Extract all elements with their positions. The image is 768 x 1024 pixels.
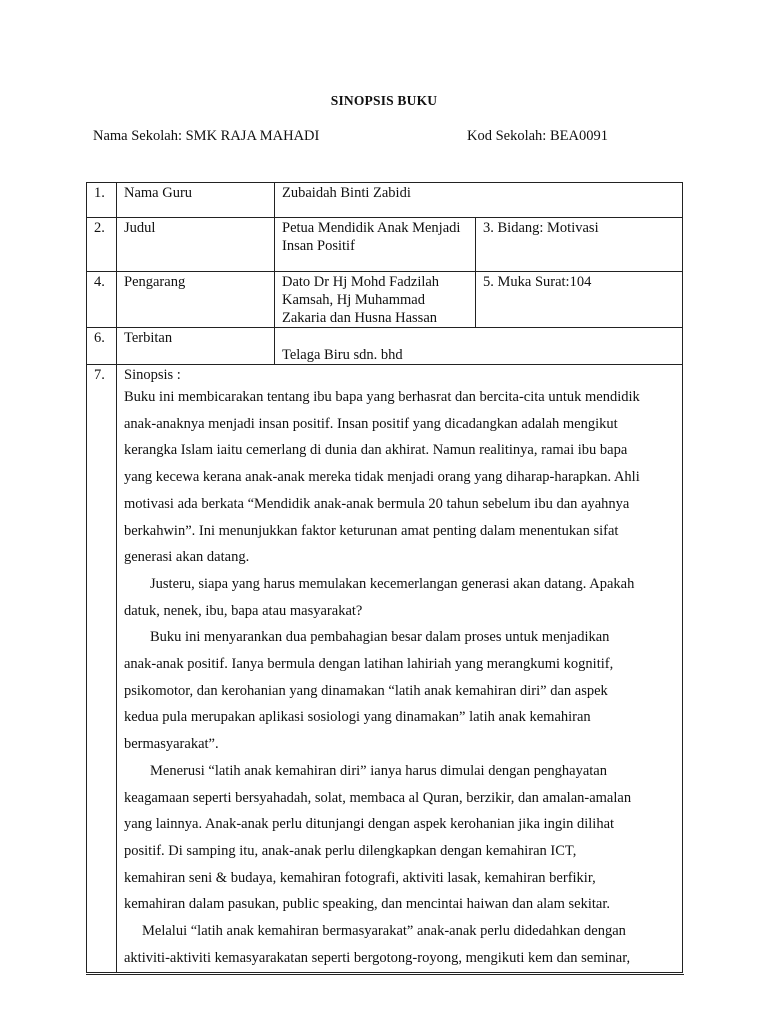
text-line: kedua pula merupakan aplikasi sosiologi yang dinamakan” latih anak kemahiran (124, 709, 591, 726)
text-line: kemahiran seni & budaya, kemahiran fotografi, aktiviti lasak, kemahiran berfikir, (124, 869, 596, 886)
row-title (87, 218, 683, 272)
row-teacher-name (87, 183, 683, 218)
text-line: Buku ini membicarakan tentang ibu bapa yang berhasrat dan bercita-cita untuk mendidik (124, 389, 640, 405)
text-line: yang lainnya. Anak-anak perlu ditunjangi dengan aspek kerohanian jika ingin dilihat (124, 816, 615, 833)
text-line: motivasi ada berkata “Mendidik anak-anak bermula 20 tahun sebelum ibu dan ayahnya (124, 495, 630, 512)
synopsis-heading: Sinopsis : (124, 367, 181, 383)
row-label: Nama Guru (117, 183, 275, 218)
text-line: yang kecewa kerana anak-anak mereka tidak menjadi orang yang diharap-harapkan. Ahli (124, 469, 640, 486)
row-author (87, 272, 683, 328)
book-title-line: Insan Positif (282, 238, 355, 254)
row-number: 1. (87, 183, 117, 218)
text-line: positif. Di samping itu, anak-anak perlu dilengkapkan dengan kemahiran ICT, (124, 842, 577, 859)
publisher-text: Telaga Biru sdn. bhd (282, 347, 403, 363)
author-line: Kamsah, Hj Muhammad (282, 292, 425, 308)
synopsis-paragraph-4 (124, 758, 675, 918)
text-line: Menerusi “latih anak kemahiran diri” ianya harus dimulai dengan penghayatan (150, 762, 607, 779)
teacher-name-value: Zubaidah Binti Zabidi (275, 183, 683, 218)
row-label: Pengarang (117, 272, 275, 328)
field-value: 3. Bidang: Motivasi (476, 218, 683, 272)
row-number: 7. (87, 365, 117, 973)
synopsis-cell (117, 365, 683, 973)
book-title-value (275, 218, 476, 272)
row-label: Terbitan (117, 328, 275, 365)
synopsis-paragraph-2 (124, 571, 675, 624)
text-line: berkahwin”. Ini menunjukkan faktor keturunan amat penting dalam menentukan sifat (124, 522, 619, 539)
school-code: Kod Sekolah: BEA0091 (467, 128, 608, 144)
row-number: 6. (87, 328, 117, 365)
author-value (275, 272, 476, 328)
text-line: anak-anaknya menjadi insan positif. Insan positif yang dicadangkan adalah mengikut (124, 415, 618, 432)
author-line: Dato Dr Hj Mohd Fadzilah (282, 274, 440, 290)
text-line: aktiviti-aktiviti kemasyarakatan seperti bergotong-royong, mengikuti kem dan seminar, (124, 949, 631, 966)
synopsis-form-table (86, 182, 683, 973)
synopsis-paragraph-3 (124, 624, 675, 758)
text-line: datuk, nenek, ibu, bapa atau masyarakat? (124, 602, 363, 619)
text-line: Justeru, siapa yang harus memulakan kecemerlangan generasi akan datang. Apakah (150, 575, 635, 592)
row-synopsis (87, 365, 683, 973)
text-line: kemahiran dalam pasukan, public speaking, dan mencintai haiwan dan alam sekitar. (124, 896, 610, 913)
book-title-line: Petua Mendidik Anak Menjadi (282, 220, 461, 236)
row-number: 2. (87, 218, 117, 272)
document-title: SINOPSIS BUKU (330, 93, 438, 108)
school-name: Nama Sekolah: SMK RAJA MAHADI (93, 128, 320, 144)
text-line: Melalui “latih anak kemahiran bermasyarakat” anak-anak perlu didedahkan dengan (142, 923, 626, 940)
synopsis-paragraph-1 (124, 384, 675, 571)
text-line: psikomotor, dan kerohanian yang dinamakan “latih anak kemahiran diri” dan aspek (124, 682, 608, 699)
text-line: Buku ini menyarankan dua pembahagian besar dalam proses untuk menjadikan (150, 629, 610, 646)
table-bottom-border (86, 974, 684, 975)
row-publisher (87, 328, 683, 365)
page-count-value: 5. Muka Surat:104 (476, 272, 683, 328)
synopsis-paragraph-5 (124, 918, 675, 971)
text-line: bermasyarakat”. (124, 736, 219, 753)
publisher-value (275, 328, 683, 365)
row-number: 4. (87, 272, 117, 328)
text-line: keagamaan seperti bersyahadah, solat, membaca al Quran, berzikir, dan amalan-amalan (124, 789, 632, 806)
text-line: kerangka Islam iaitu cemerlang di dunia dan akhirat. Namun realitinya, ramai ibu bapa (124, 442, 628, 459)
row-label: Judul (117, 218, 275, 272)
text-line: generasi akan datang. (124, 549, 250, 566)
text-line: anak-anak positif. Ianya bermula dengan latihan lahiriah yang merangkumi kognitif, (124, 656, 614, 673)
author-line: Zakaria dan Husna Hassan (282, 310, 438, 326)
